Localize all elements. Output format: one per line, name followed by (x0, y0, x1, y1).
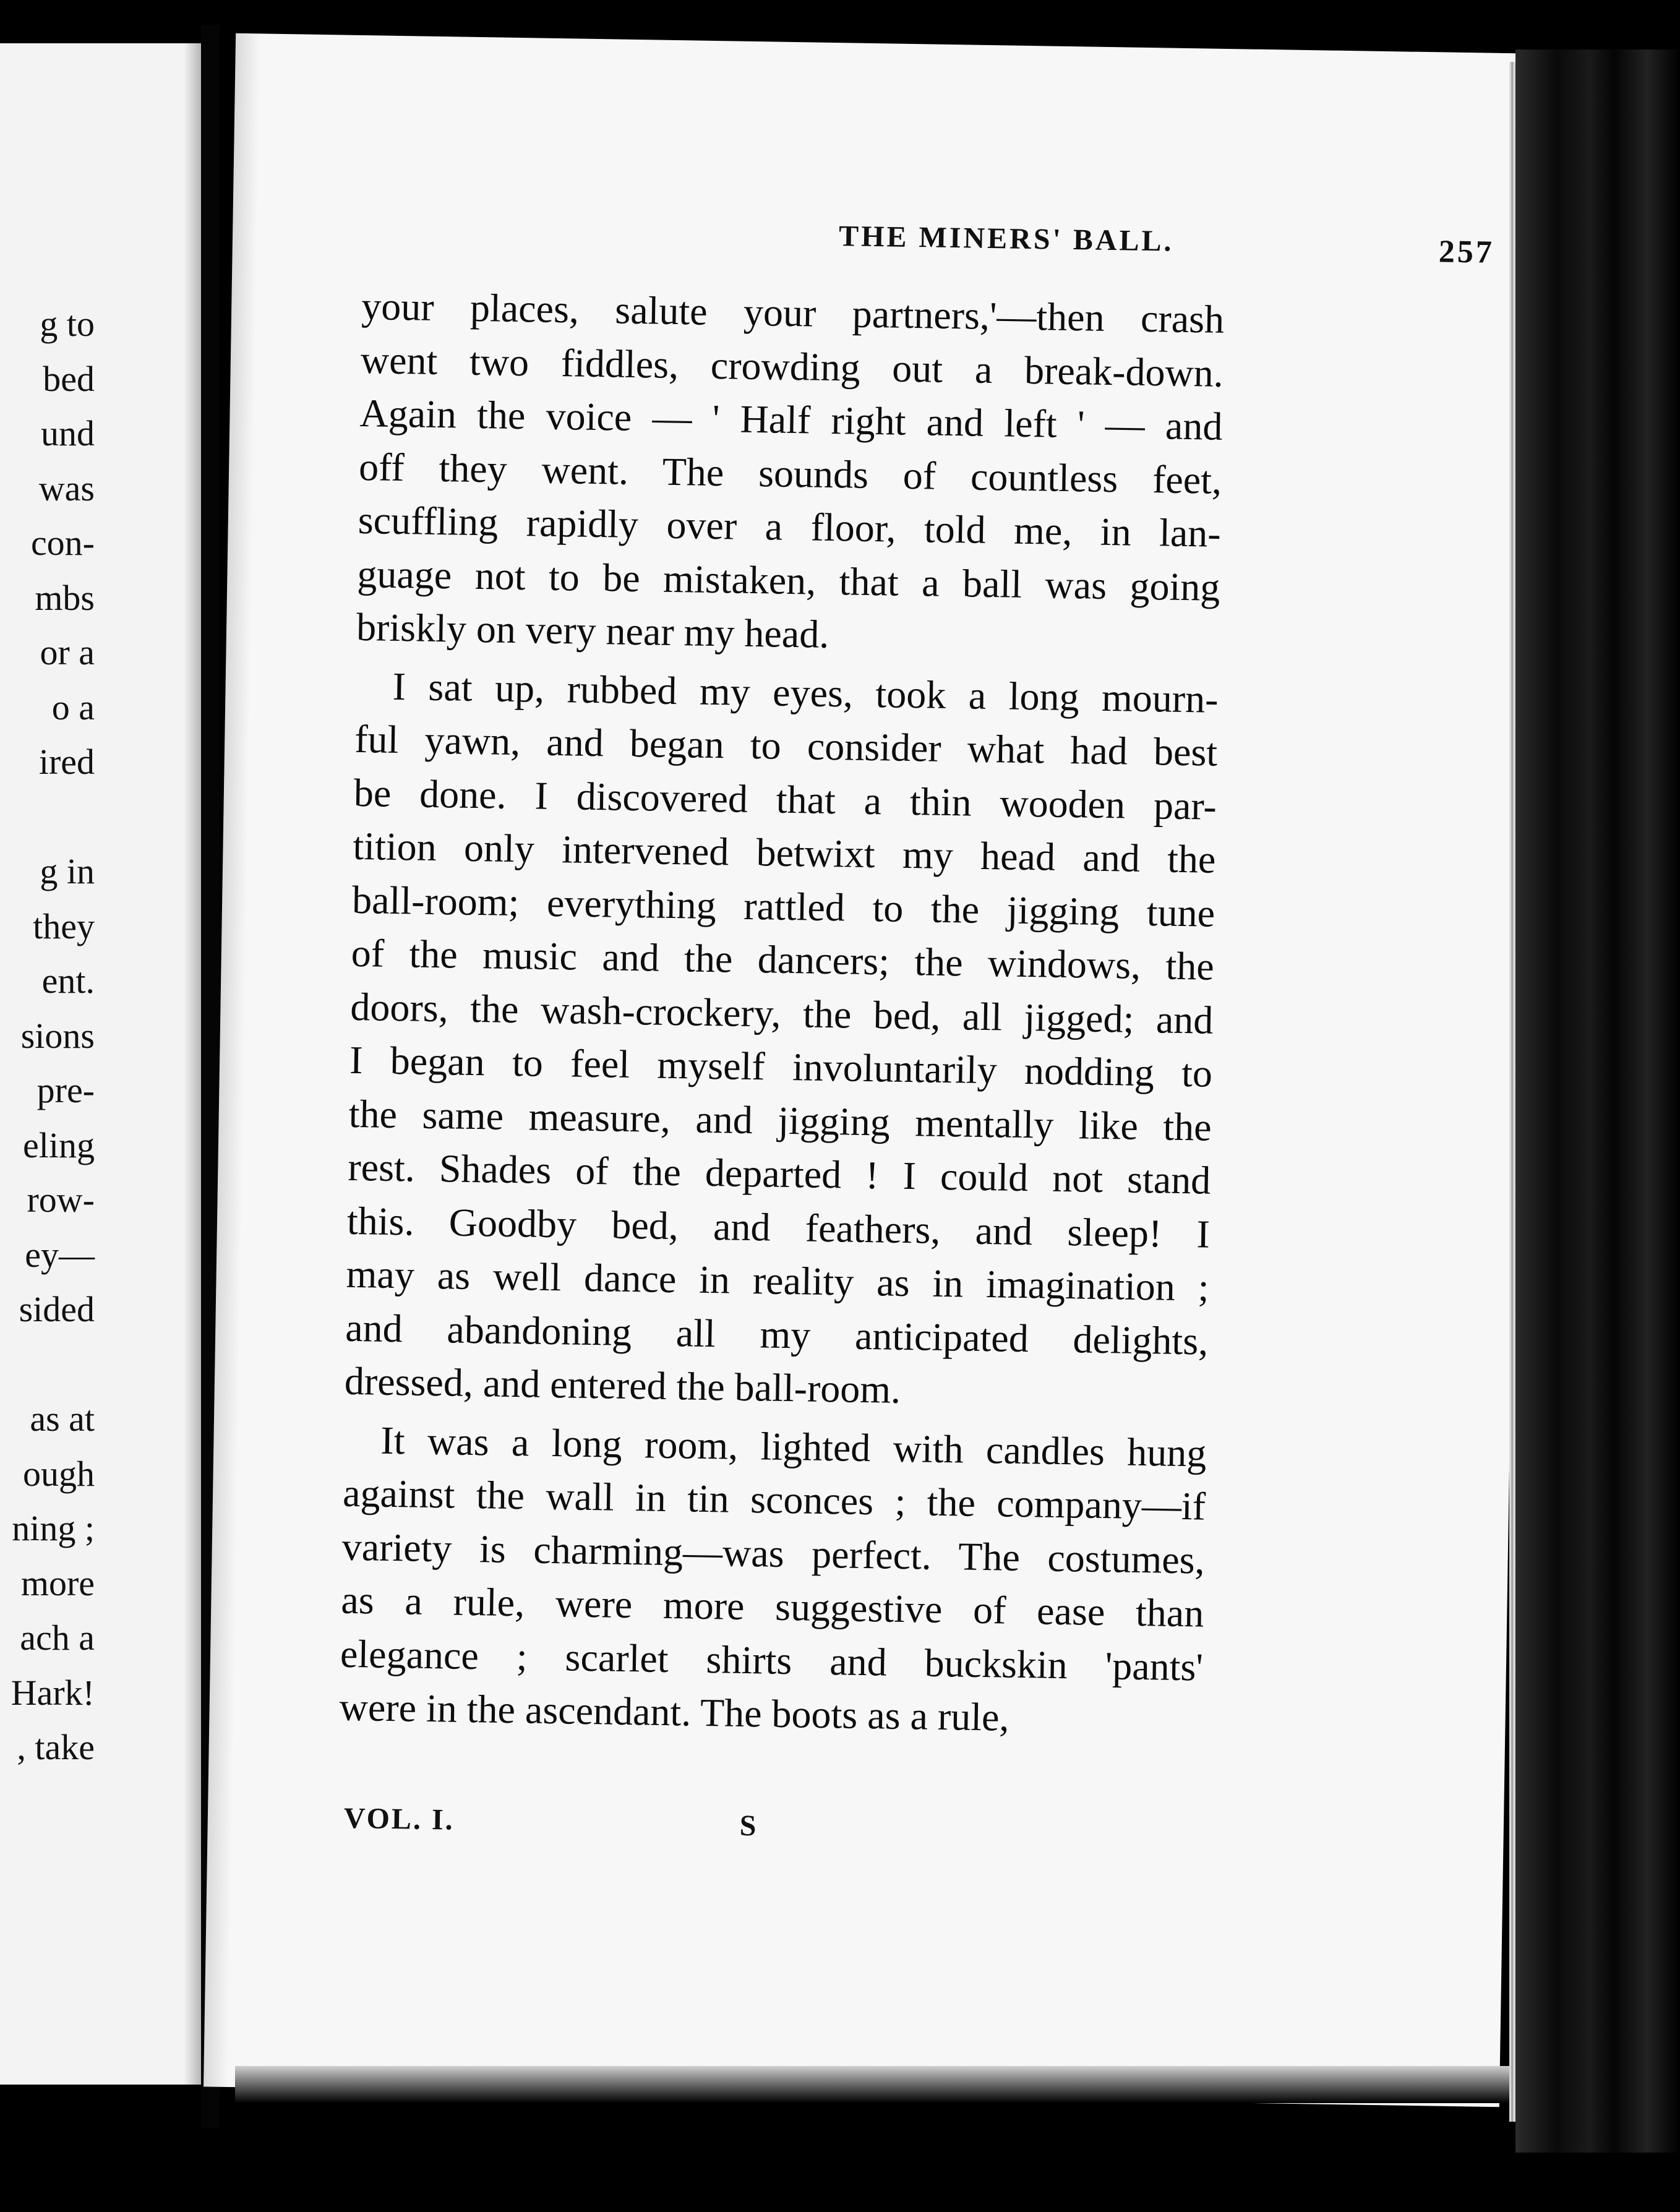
text-line: be done. I discovered that a thin wooden par- (353, 770, 1217, 828)
text-line: this. Goodby bed, and feathers, and sleep! I (346, 1198, 1211, 1256)
text-line: I sat up, rubbed my eyes, took a long mourn- (392, 664, 1219, 721)
left-page-fragment: ning ; (12, 1508, 95, 1548)
running-head (628, 216, 1495, 273)
text-line: of the music and the dancers; the windows, the (351, 930, 1215, 988)
main-page (204, 33, 1532, 2107)
left-page-fragment: ent. (41, 961, 95, 1001)
text-line: scuffling rapidly over a floor, told me, in lan- (358, 497, 1222, 555)
text-line: as a rule, were more suggestive of ease than (340, 1577, 1204, 1635)
left-page-fragment: ach a (20, 1618, 95, 1658)
text-line: went two fiddles, crowding out a break-down. (360, 337, 1224, 395)
left-page-fragment: Hark! (11, 1672, 95, 1713)
page-number: 257 (1438, 234, 1495, 270)
text-line: doors, the wash-crockery, the bed, all jigged; and (349, 984, 1214, 1042)
left-page-fragment: ough (23, 1453, 95, 1494)
volume-label: VOL. I. (343, 1801, 455, 1837)
text-line: ful yawn, and began to consider what had best (354, 716, 1218, 774)
body-text (339, 280, 1225, 1752)
left-page-fragment: sided (19, 1289, 95, 1329)
left-page-fragment: , take (17, 1727, 95, 1767)
text-line: ball-room; everything rattled to the jigging tune (351, 877, 1215, 935)
left-page-fragment: con- (30, 523, 95, 563)
text-line: tition only intervened betwixt my head and the (353, 823, 1216, 881)
text-line: briskly on very near my head. (356, 604, 829, 656)
left-page-gutter-shade (184, 43, 201, 2085)
signature-mark: S (739, 1809, 756, 1843)
text-line: guage not to be mistaken, that a ball was going (356, 551, 1220, 609)
left-page-fragment (0, 1337, 201, 1392)
text-line: I began to feel myself involuntarily nodding to (349, 1037, 1213, 1095)
left-page-fragment: ey— (25, 1234, 95, 1275)
left-facing-page (0, 43, 201, 2085)
left-page-fragment: sions (20, 1015, 95, 1056)
text-line: It was a long room, lighted with candles hung (380, 1418, 1207, 1475)
text-line: variety is charming—was perfect. The costumes, (341, 1524, 1206, 1582)
left-page-fragment (0, 790, 201, 845)
left-page-fragment: row- (27, 1180, 95, 1220)
left-page-fragment: ired (38, 742, 95, 782)
text-line: your places, salute your partners,'—then crash (361, 284, 1225, 341)
left-page-fragment: was (38, 468, 95, 508)
left-page-fragment: und (41, 413, 95, 453)
text-line: may as well dance in reality as in imagination ; (346, 1251, 1210, 1310)
left-page-fragment: mbs (35, 577, 95, 618)
text-line: dressed, and entered the ball-room. (344, 1358, 901, 1412)
left-page-fragment: eling (23, 1125, 95, 1165)
text-line: the same measure, and jigging mentally like the (348, 1091, 1212, 1149)
left-page-fragment: bed (43, 358, 95, 399)
text-line: Again the voice — ' Half right and left ' — and (359, 390, 1223, 448)
text-line: and abandoning all my anticipated delights, (345, 1305, 1209, 1363)
left-page-fragment: they (33, 906, 95, 946)
text-line: elegance ; scarlet shirts and buckskin 'pants' (340, 1631, 1204, 1689)
book-binding (1515, 49, 1680, 2153)
left-page-fragment: as at (30, 1399, 95, 1439)
left-page-fragment: o a (51, 687, 95, 727)
text-line: were in the ascendant. The boots as a rule, (339, 1684, 1010, 1739)
paragraph (356, 280, 1224, 667)
page-bottom-edge (235, 2066, 1522, 2103)
text-line: off they went. The sounds of countless feet, (358, 444, 1222, 502)
paragraph (339, 1413, 1207, 1747)
left-page-fragment: or a (40, 632, 95, 672)
left-page-fragment: more (20, 1563, 95, 1603)
left-page-fragment: pre- (36, 1070, 95, 1110)
left-page-fragment: g to (40, 304, 95, 344)
running-title: THE MINERS' BALL. (838, 220, 1174, 258)
paragraph (344, 659, 1219, 1421)
text-line: against the wall in tin sconces ; the company—if (342, 1470, 1206, 1528)
left-page-text-fragments (0, 297, 201, 1775)
text-line: rest. Shades of the departed ! I could not stand (347, 1144, 1211, 1202)
page-footer (343, 1801, 962, 1854)
left-page-fragment: g in (40, 851, 95, 891)
